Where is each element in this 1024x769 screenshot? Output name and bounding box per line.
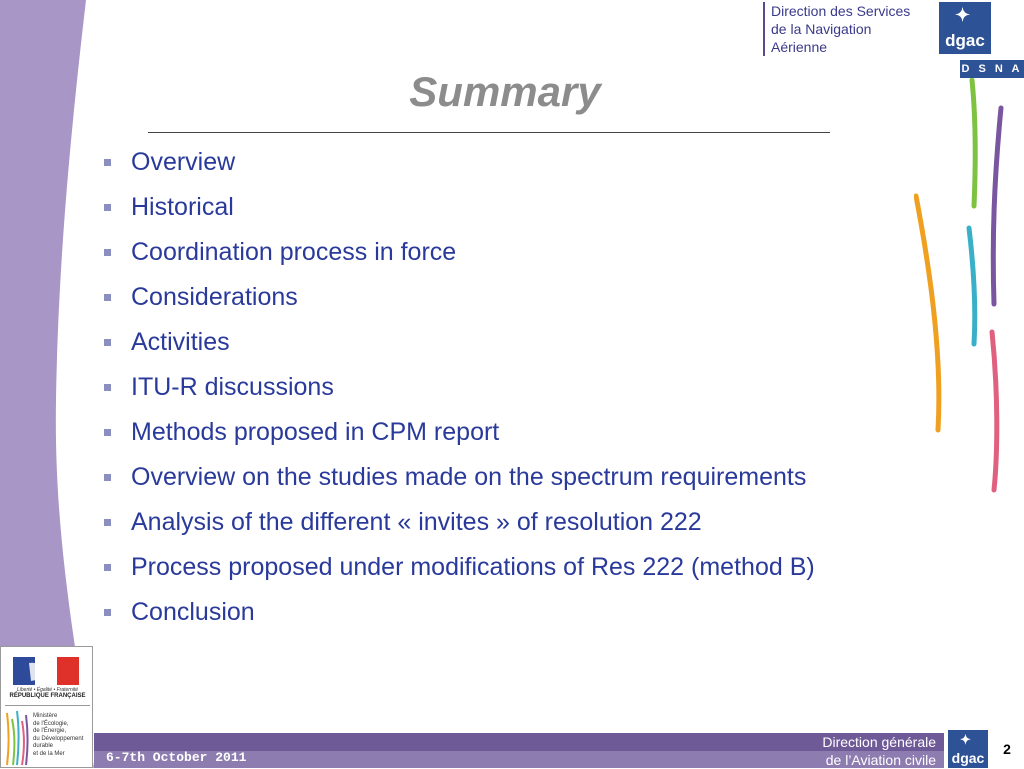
list-item (104, 236, 815, 281)
bullet-icon (104, 564, 111, 571)
list-item-text: Overview (131, 148, 236, 176)
bird-icon: ✦ (960, 732, 971, 747)
list-item-text: ITU-R discussions (131, 373, 334, 401)
dsna-banner: D S N A (960, 60, 1024, 78)
list-item-text: Process proposed under modifications of Res 222 (method B) (131, 553, 815, 581)
header-org-line-2: de la Navigation (771, 21, 872, 37)
list-item (104, 326, 815, 371)
ministry-lines-icon (3, 709, 29, 767)
bullet-icon (104, 384, 111, 391)
footer-dgac-logo (948, 730, 988, 768)
footer-org-line-1: Direction générale (822, 734, 936, 750)
bullet-icon (104, 249, 111, 256)
republic-motto: Liberté • Égalité • Fraternité (16, 687, 79, 693)
list-item-text: Analysis of the different « invites » of resolution 222 (131, 508, 702, 536)
republique-francaise-logo (0, 646, 93, 768)
list-item (104, 281, 815, 326)
list-item-text: Considerations (131, 283, 298, 311)
list-item-text: Historical (131, 193, 234, 221)
list-item-text: Overview on the studies made on the spectrum requirements (131, 463, 807, 491)
bullet-icon (104, 204, 111, 211)
page-number: 2 (990, 730, 1024, 768)
bullet-icon (104, 429, 111, 436)
header-organization (763, 2, 910, 56)
bullet-icon (104, 159, 111, 166)
republic-name: RÉPUBLIQUE FRANÇAISE (9, 693, 86, 699)
list-item (104, 191, 815, 236)
footer-org-line-2: de l’Aviation civile (825, 752, 936, 768)
list-item-text: Conclusion (131, 598, 255, 626)
decorative-lines (914, 60, 1024, 520)
dgac-logo-text: dgac (945, 31, 985, 50)
bullet-icon (104, 519, 111, 526)
list-item (104, 461, 815, 506)
dgac-logo (939, 2, 991, 54)
footer-logo-text: dgac (951, 750, 985, 766)
header-org-line-1: Direction des Services (771, 3, 911, 19)
list-item-text: Activities (131, 328, 230, 356)
bullet-icon (104, 294, 111, 301)
list-item (104, 371, 815, 416)
header-org-line-3: Aérienne (771, 39, 828, 55)
footer-date: 6-7th October 2011 (106, 750, 247, 765)
slide-title: Summary (409, 68, 601, 115)
bird-icon: ✦ (955, 5, 971, 25)
marianne-flag-icon (13, 657, 79, 685)
list-item (104, 551, 815, 596)
list-item (104, 596, 815, 641)
list-item (104, 416, 815, 461)
list-item (104, 146, 815, 191)
summary-list (104, 146, 815, 641)
title-divider (148, 132, 830, 133)
footer-organization (822, 733, 936, 769)
list-item-text: Methods proposed in CPM report (131, 418, 500, 446)
list-item (104, 506, 815, 551)
ministry-name: Ministère de l'Écologie, de l'Énergie, du Développement durable et de la Mer (33, 713, 84, 757)
bullet-icon (104, 609, 111, 616)
republic-divider (5, 705, 90, 706)
bullet-icon (104, 339, 111, 346)
bullet-icon (104, 474, 111, 481)
list-item-text: Coordination process in force (131, 238, 457, 266)
